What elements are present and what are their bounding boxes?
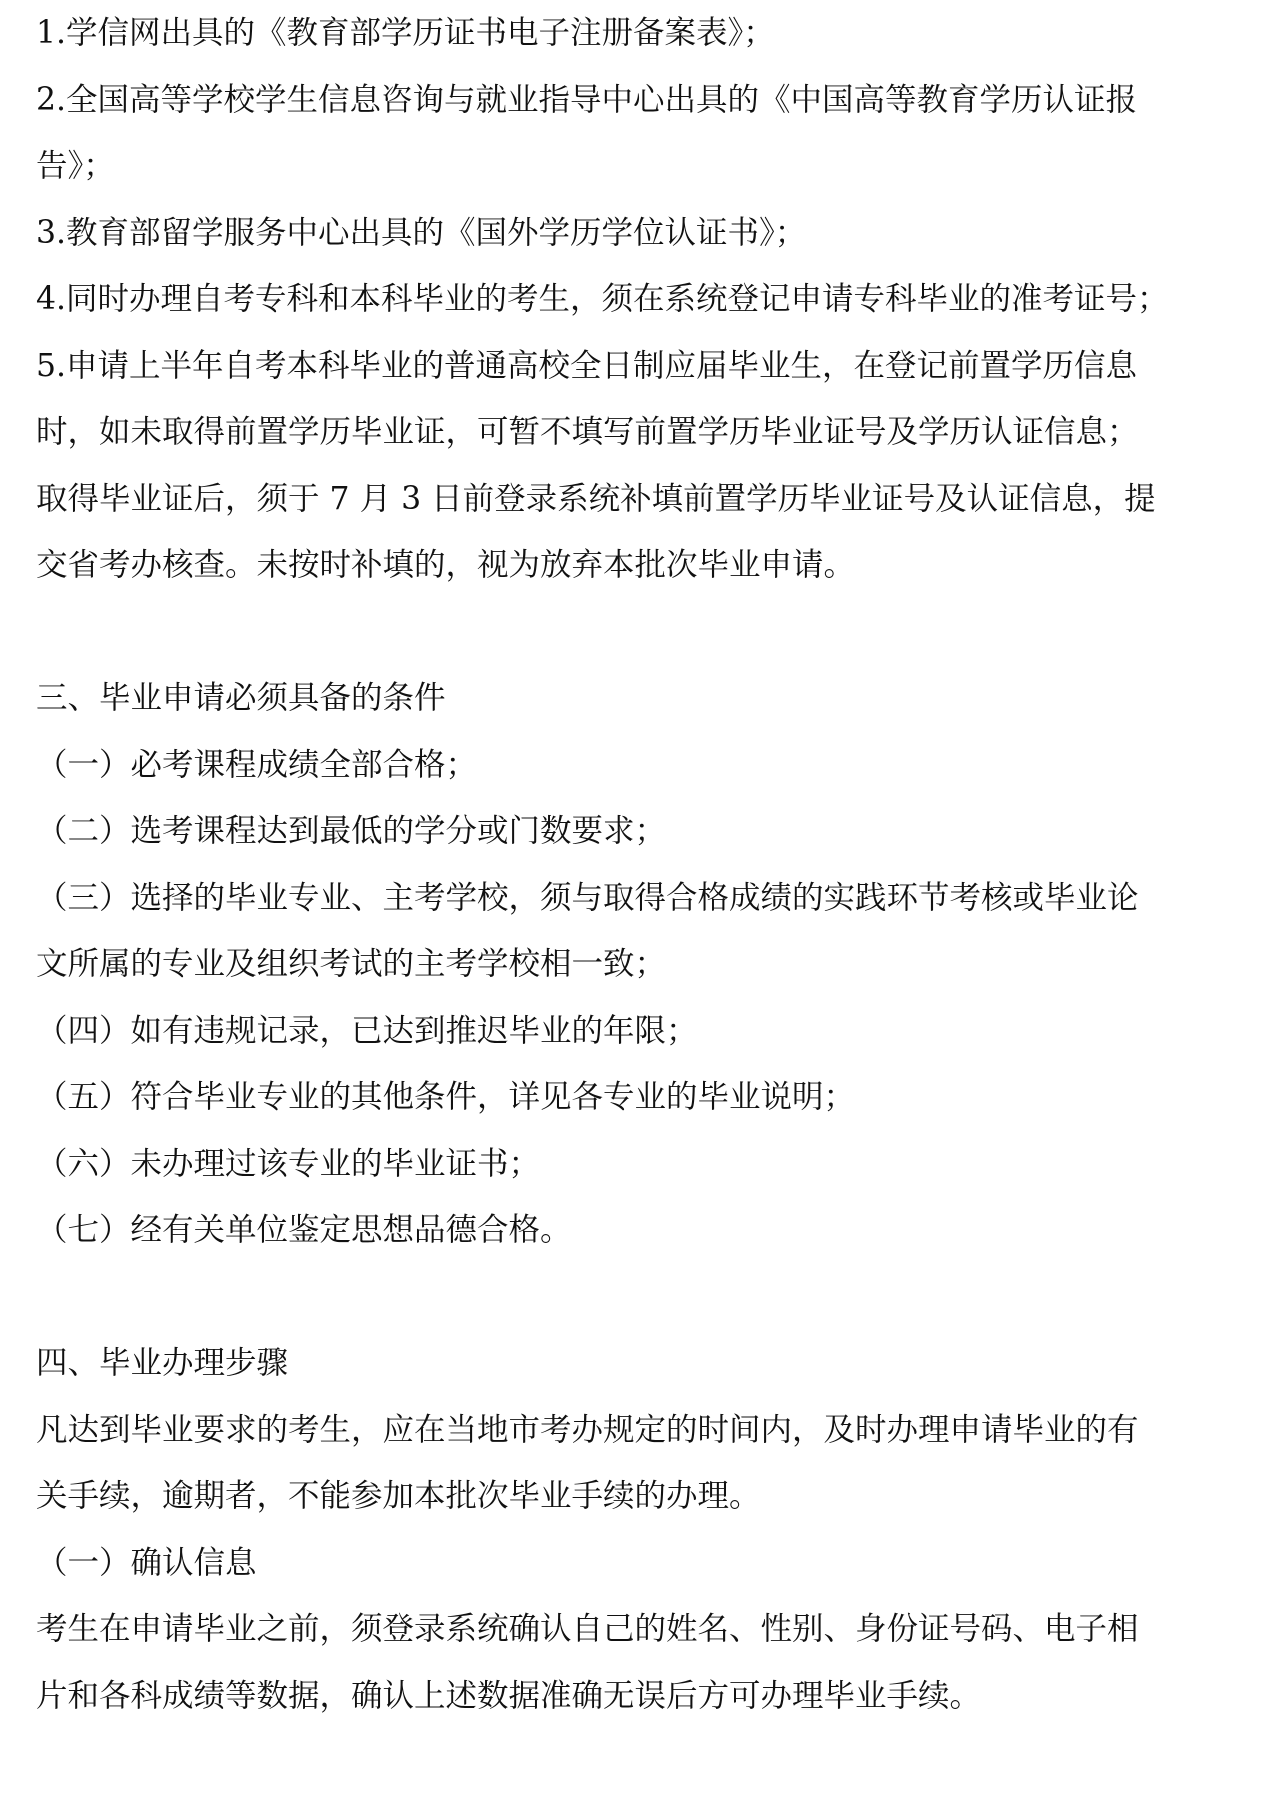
condition-item-7: （七）经有关单位鉴定思想品德合格。 [36, 1212, 572, 1248]
condition-item-3: （三）选择的毕业专业、主考学校，须与取得合格成绩的实践环节考核或毕业论 [36, 880, 1139, 916]
section-heading-4: 四、毕业办理步骤 [36, 1345, 289, 1381]
list-item-5: 5.申请上半年自考本科毕业的普通高校全日制应届毕业生，在登记前置学历信息 [36, 348, 1138, 384]
subsection-heading: （一）确认信息 [36, 1545, 257, 1581]
condition-item-1: （一）必考课程成绩全部合格； [36, 747, 478, 783]
list-item-3: 3.教育部留学服务中心出具的《国外学历学位认证书》； [36, 215, 807, 251]
list-item-5-line-3: 取得毕业证后，须于 7 月 3 日前登录系统补填前置学历毕业证号及认证信息，提 [36, 481, 1156, 517]
list-item-5-line-2: 时，如未取得前置学历毕业证，可暂不填写前置学历毕业证号及学历认证信息； [36, 414, 1139, 450]
paragraph-line: 片和各科成绩等数据，确认上述数据准确无误后方可办理毕业手续。 [36, 1678, 982, 1714]
condition-item-5: （五）符合毕业专业的其他条件，详见各专业的毕业说明； [36, 1079, 856, 1115]
paragraph-line: 关手续，逾期者，不能参加本批次毕业手续的办理。 [36, 1478, 761, 1514]
paragraph-line: 凡达到毕业要求的考生，应在当地市考办规定的时间内，及时办理申请毕业的有 [36, 1412, 1139, 1448]
condition-item-6: （六）未办理过该专业的毕业证书； [36, 1146, 541, 1182]
paragraph-line: 考生在申请毕业之前，须登录系统确认自己的姓名、性别、身份证号码、电子相 [36, 1611, 1139, 1647]
list-item-2: 2.全国高等学校学生信息咨询与就业指导中心出具的《中国高等教育学历认证报 [36, 82, 1138, 118]
list-item-1: 1.学信网出具的《教育部学历证书电子注册备案表》； [36, 15, 775, 51]
condition-item-2: （二）选考课程达到最低的学分或门数要求； [36, 813, 667, 849]
section-heading-3: 三、毕业申请必须具备的条件 [36, 680, 446, 716]
list-item-4: 4.同时办理自考专科和本科毕业的考生，须在系统登记申请专科毕业的准考证号； [36, 281, 1169, 317]
condition-item-4: （四）如有违规记录，已达到推迟毕业的年限； [36, 1013, 698, 1049]
list-item-2-continued: 告》； [36, 148, 115, 184]
list-item-5-line-4: 交省考办核查。未按时补填的，视为放弃本批次毕业申请。 [36, 547, 856, 583]
condition-item-3-continued: 文所属的专业及组织考试的主考学校相一致； [36, 946, 667, 982]
